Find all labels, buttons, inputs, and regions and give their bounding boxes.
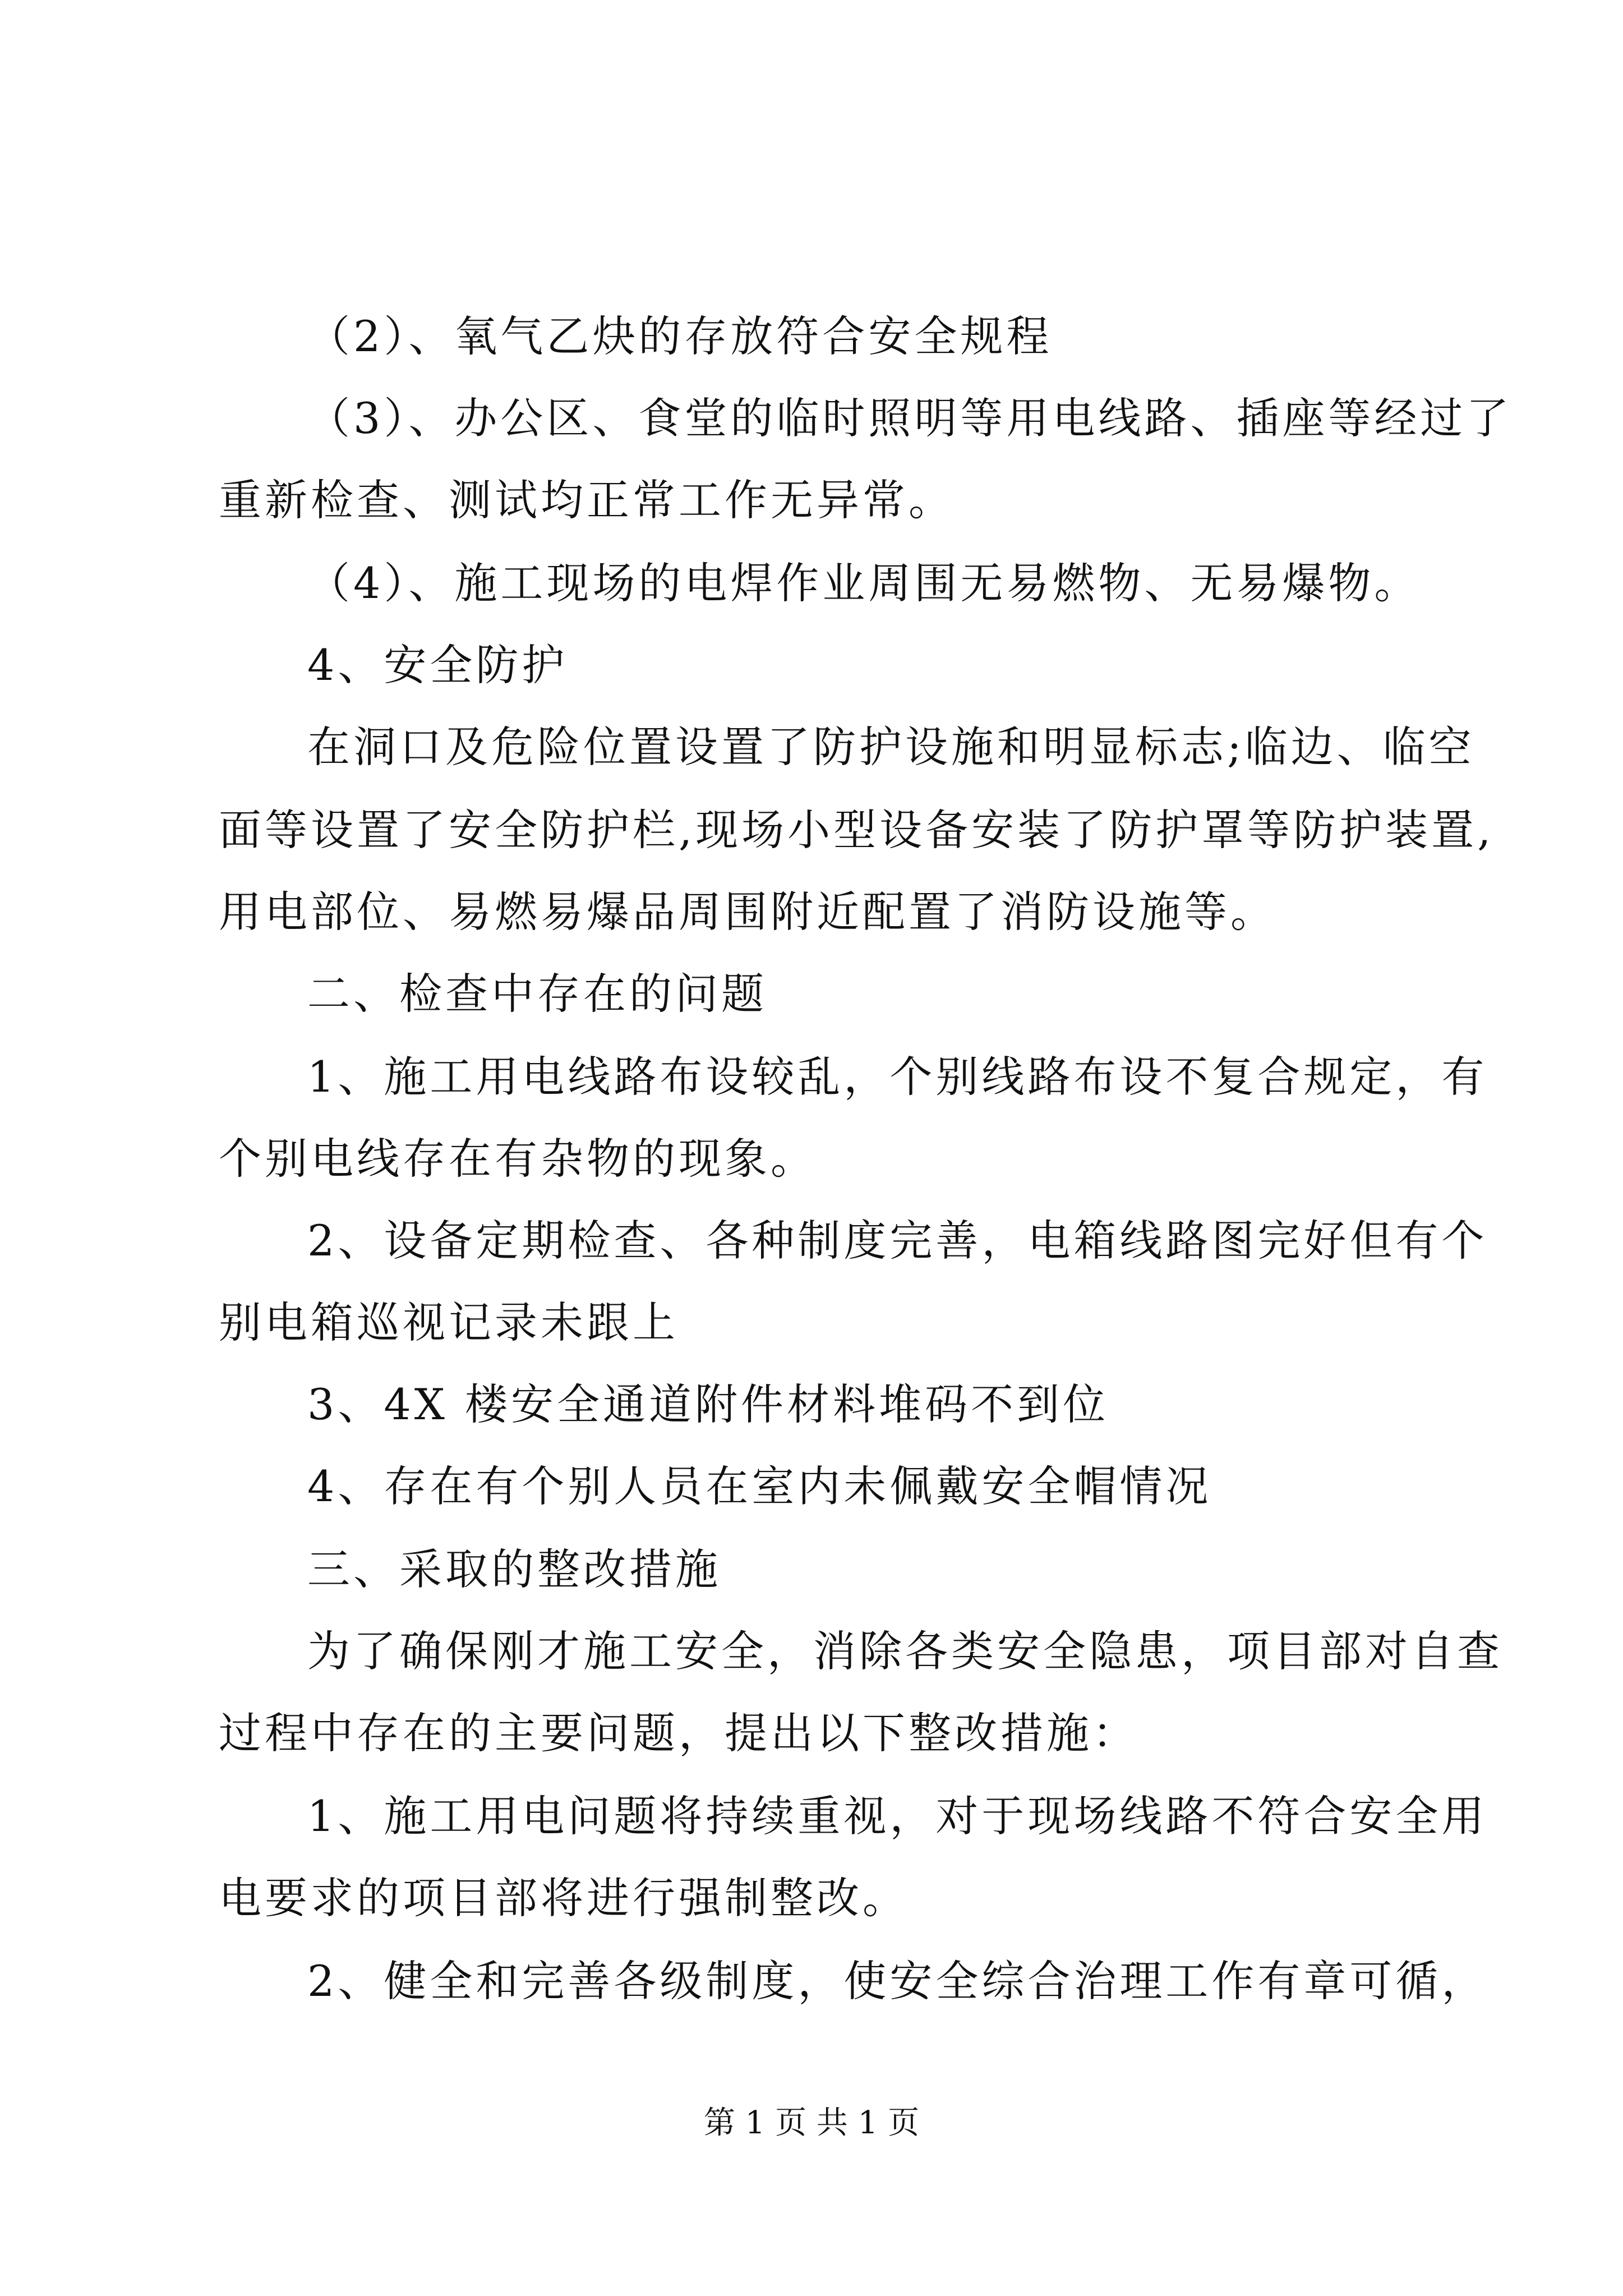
text-line-14: 3、4X 楼安全通道附件材料堆码不到位: [307, 1379, 1109, 1429]
page-number-footer: 第 1 页 共 1 页: [703, 2105, 920, 2141]
text-line-2: （3）、办公区、食堂的临时照明等用电线路、插座等经过了: [307, 393, 1513, 443]
text-line-21: 2、健全和完善各级制度，使安全综合治理工作有章可循，: [307, 1956, 1488, 2006]
text-line-7: 面等设置了安全防护栏,现场小型设备安装了防护罩等防护装置,: [219, 805, 1495, 855]
text-line-20: 电要求的项目部将进行强制整改。: [219, 1873, 909, 1923]
text-line-5: 4、安全防护: [307, 640, 568, 690]
text-line-12: 2、设备定期检查、各种制度完善，电箱线路图完好但有个: [307, 1216, 1488, 1266]
text-line-15: 4、存在有个别人员在室内未佩戴安全帽情况: [307, 1461, 1212, 1511]
text-line-11: 个别电线存在有杂物的现象。: [219, 1134, 817, 1184]
text-line-19: 1、施工用电问题将持续重视，对于现场线路不符合安全用: [307, 1791, 1488, 1841]
text-line-16: 三、采取的整改措施: [307, 1544, 721, 1594]
text-line-3: 重新检查、测试均正常工作无异常。: [219, 475, 955, 525]
text-line-17: 为了确保刚才施工安全，消除各类安全隐患，项目部对自查: [307, 1626, 1503, 1676]
text-line-18: 过程中存在的主要问题，提出以下整改措施：: [219, 1708, 1138, 1758]
text-line-13: 别电箱巡视记录未跟上: [219, 1297, 679, 1347]
text-line-10: 1、施工用电线路布设较乱，个别线路布设不复合规定，有: [307, 1052, 1488, 1102]
text-line-1: （2）、氧气乙炔的存放符合安全规程: [307, 311, 1053, 361]
text-line-9: 二、检查中存在的问题: [307, 969, 767, 1019]
text-line-8: 用电部位、易燃易爆品周围附近配置了消防设施等。: [219, 887, 1276, 937]
text-line-4: （4）、施工现场的电焊作业周围无易燃物、无易爆物。: [307, 558, 1421, 608]
text-line-6: 在洞口及危险位置设置了防护设施和明显标志;临边、临空: [307, 722, 1475, 772]
